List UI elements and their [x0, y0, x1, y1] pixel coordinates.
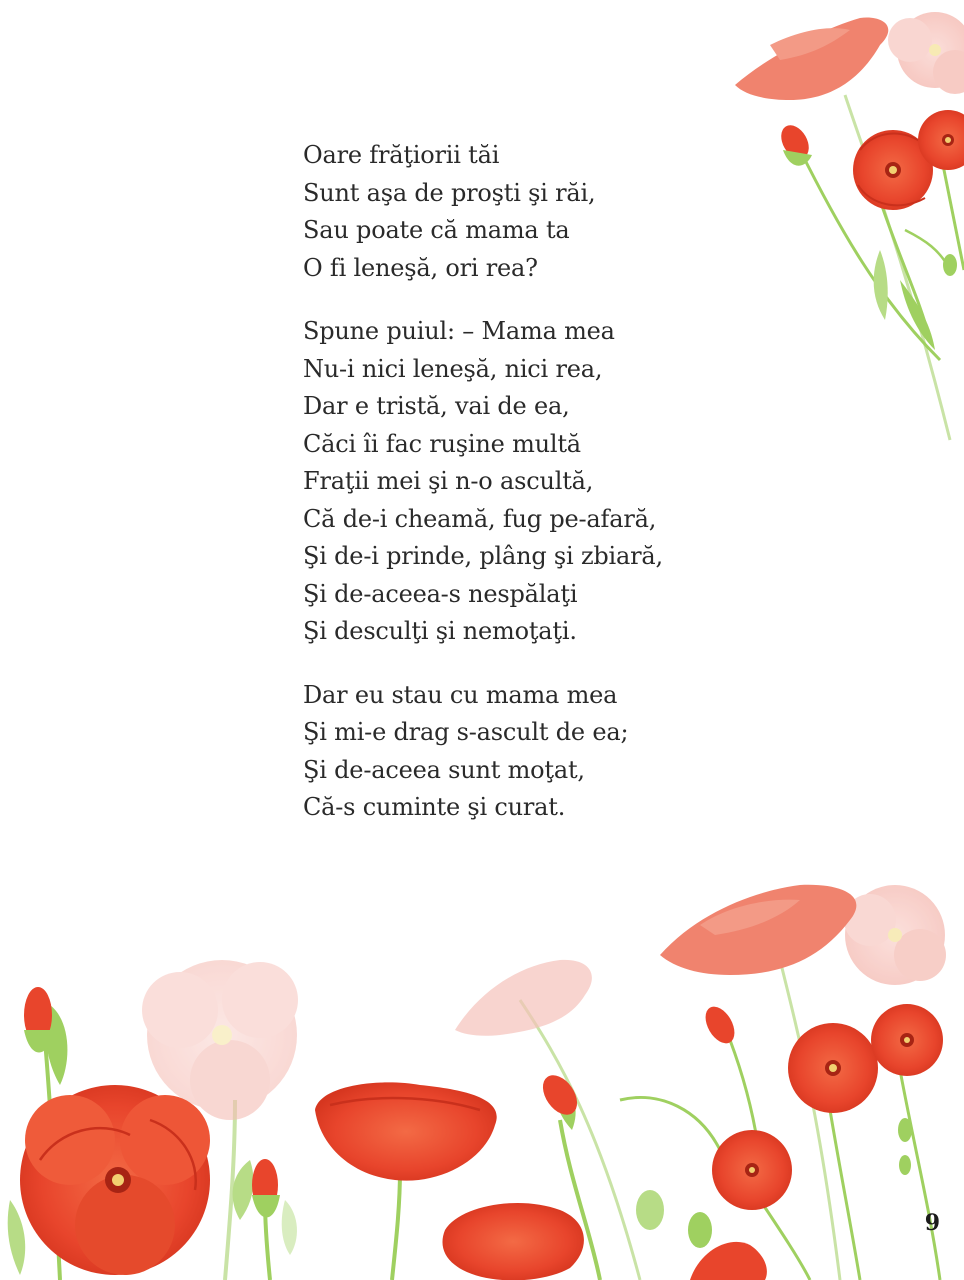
page-number: 9: [924, 1210, 940, 1236]
poem-text: [303, 137, 733, 827]
poem-line: Spune puiul: – Mama mea: [303, 317, 615, 345]
poem-line: Şi de-aceea sunt moţat,: [303, 755, 585, 784]
poem-line: Dar eu stau cu mama mea: [303, 680, 618, 709]
stanza-2: [303, 313, 733, 651]
poem-line: Sunt aşa de proşti şi răi,: [303, 178, 596, 207]
poem-line: Oare frăţiorii tăi: [303, 141, 500, 169]
poem-line: Şi desculţi şi nemoţaţi.: [303, 617, 577, 645]
poem-line: Dar e tristă, vai de ea,: [303, 392, 570, 420]
poem-line: Nu-i nici leneşă, nici rea,: [303, 354, 603, 383]
poem-line: Şi de-aceea-s nespălaţi: [303, 579, 578, 608]
poem-line: Şi mi-e drag s-ascult de ea;: [303, 718, 629, 746]
stanza-1: [303, 137, 733, 287]
bottom-poppies: [8, 885, 946, 1280]
poem-line: Că-s cuminte şi curat.: [303, 793, 566, 821]
top-right-poppies: [735, 12, 964, 440]
stanza-3: [303, 677, 733, 827]
poem-line: Fraţii mei şi n-o ascultă,: [303, 467, 594, 495]
poem-line: Că de-i cheamă, fug pe-afară,: [303, 504, 657, 533]
poem-line: Sau poate că mama ta: [303, 216, 570, 244]
poem-line: Căci îi fac ruşine multă: [303, 429, 581, 458]
poem-line: O fi leneşă, ori rea?: [303, 253, 538, 282]
poem-line: Şi de-i prinde, plâng şi zbiară,: [303, 542, 663, 570]
